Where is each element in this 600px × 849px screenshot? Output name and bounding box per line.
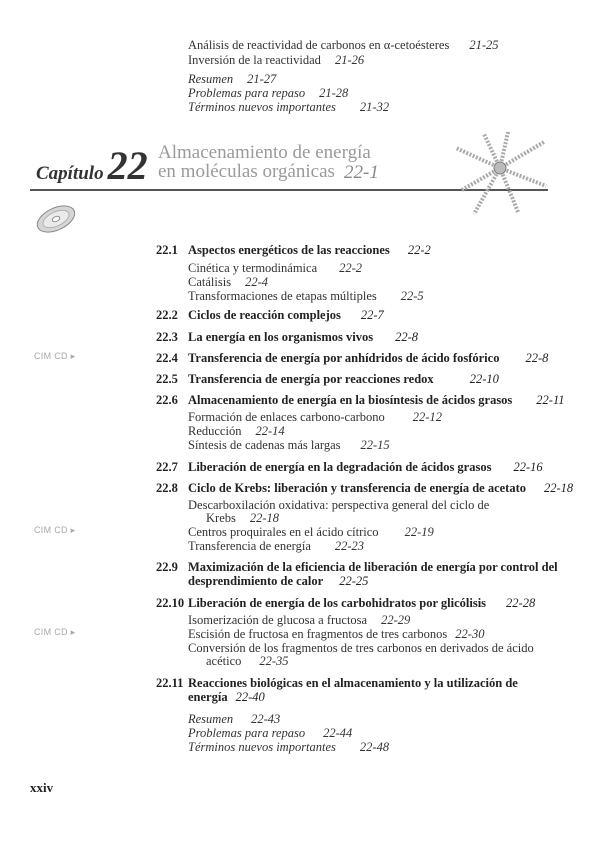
subsection-text: Descarboxilación oxidativa: perspectiva general del ciclo de [188, 498, 490, 512]
entry-text: Resumen [188, 72, 234, 86]
toc-entry [188, 38, 498, 53]
subsection [188, 539, 364, 554]
subsection-text: Catálisis [188, 275, 232, 289]
section-number: 22.4 [156, 351, 178, 365]
section-number: 22.3 [156, 330, 178, 344]
subsection-text: Cinética y termodinámica [188, 261, 318, 275]
section-title [188, 393, 565, 408]
subsection [188, 275, 268, 290]
subsection-page: 22-35 [259, 654, 289, 668]
cim-cd-marker: CIM CD ▸ [34, 627, 76, 637]
section-title [188, 596, 535, 611]
section-page: 22-16 [513, 460, 543, 474]
section-title-text: Ciclo de Krebs: liberación y transferencia de energía de acetato [188, 481, 527, 495]
entry-text: Inversión de la reactividad [188, 53, 321, 67]
subsection [188, 613, 410, 628]
entry-page: 21-25 [469, 38, 499, 52]
subsection [188, 525, 434, 540]
subsection-page: 22-23 [334, 539, 365, 553]
section-title [188, 243, 431, 258]
subsection [188, 438, 390, 453]
section-title [188, 460, 543, 475]
summary-entry [188, 86, 348, 101]
section-title-text: Transferencia de energía por reacciones redox [188, 372, 434, 386]
entry-page: 22-44 [323, 726, 353, 740]
section-number: 22.10 [156, 596, 185, 610]
subsection-page: 22-14 [255, 424, 285, 438]
cim-cd-marker: CIM CD ▸ [34, 351, 76, 361]
entry-page: 22-43 [251, 712, 281, 726]
entry-text: Términos nuevos importantes [188, 100, 336, 114]
chapter-title-line-2: en moléculas orgánicas [158, 161, 335, 182]
subsection [188, 424, 285, 439]
entry-page: 21-26 [334, 53, 365, 67]
subsection-continued [206, 654, 289, 669]
section-number: 22.11 [156, 676, 184, 690]
toc-entry [188, 53, 364, 68]
subsection-text: acético [206, 654, 242, 668]
section-title-continued [188, 574, 368, 589]
subsection-text: Isomerización de glucosa a fructosa [188, 613, 368, 627]
entry-page: 22-48 [359, 740, 390, 754]
subsection-text: Síntesis de cadenas más largas [188, 438, 341, 452]
summary-entry [188, 726, 352, 741]
section-title [188, 351, 548, 366]
subsection-page: 22-19 [404, 525, 434, 539]
subsection-text: Conversión de los fragmentos de tres carbonos en derivados de ácido [188, 641, 534, 655]
subsection-text: Reducción [188, 424, 242, 438]
subsection-continued [206, 511, 279, 526]
subsection-page: 22-30 [455, 627, 485, 641]
summary-entry [188, 740, 389, 755]
section-title-text: La energía en los organismos vivos [188, 330, 374, 344]
section-page: 22-40 [235, 690, 265, 704]
section-title [188, 481, 573, 496]
subsection-text: Escisión de fructosa en fragmentos de tres carbonos [188, 627, 448, 641]
cd-icon [32, 204, 80, 234]
subsection-text: Formación de enlaces carbono-carbono [188, 410, 385, 424]
section-page: 22-8 [525, 351, 549, 365]
section-title-text: desprendimiento de calor [188, 574, 324, 588]
section-title [188, 330, 418, 345]
subsection-page: 22-18 [249, 511, 280, 525]
subsection-text: Centros proquirales en el ácido cítrico [188, 525, 379, 539]
section-title-text: Ciclos de reacción complejos [188, 308, 341, 322]
entry-text: Análisis de reactividad de carbonos en α-cetoésteres [188, 38, 450, 52]
section-page: 22-8 [395, 330, 418, 344]
subsection [188, 627, 484, 642]
section-number: 22.9 [156, 560, 178, 574]
section-page: 22-28 [506, 596, 536, 610]
section-number: 22.1 [156, 243, 178, 257]
section-number: 22.5 [156, 372, 178, 386]
section-page: 22-25 [339, 574, 369, 588]
section-title-continued [188, 690, 265, 705]
page-number: xxiv [30, 780, 54, 795]
summary-entry [188, 712, 280, 727]
summary-entry [188, 72, 276, 87]
cim-cd-marker: CIM CD ▸ [34, 525, 76, 535]
entry-text: Términos nuevos importantes [188, 740, 336, 754]
subsection-text: Krebs [206, 511, 236, 525]
section-title-text: Transferencia de energía por anhídridos de ácido fosfórico [188, 351, 500, 365]
chapter-number: 22 [107, 143, 148, 188]
chapter-page: 22-1 [344, 162, 379, 183]
entry-page: 21-32 [359, 100, 390, 114]
molecule-illustration [448, 128, 552, 220]
section-title-text: Liberación de energía en la degradación de ácidos grasos [188, 460, 492, 474]
subsection-page: 22-15 [360, 438, 390, 452]
section-title-text: Liberación de energía de los carbohidratos por glicólisis [188, 596, 487, 610]
section-title-text: Almacenamiento de energía en la biosíntesis de ácidos grasos [188, 393, 513, 407]
section-title: Maximización de la eficiencia de liberación de energía por control del [188, 560, 558, 574]
section-title [188, 308, 384, 323]
subsection-page: 22-12 [412, 410, 442, 424]
entry-page: 21-27 [247, 72, 277, 86]
section-number: 22.6 [156, 393, 178, 407]
subsection [188, 289, 424, 304]
section-number: 22.2 [156, 308, 178, 322]
subsection-page: 22-5 [400, 289, 424, 303]
subsection-text: Transformaciones de etapas múltiples [188, 289, 377, 303]
summary-entry [188, 100, 389, 115]
subsection-text: Transferencia de energía [188, 539, 311, 553]
subsection [188, 261, 362, 276]
section-title-text: energía [188, 690, 228, 704]
section-title-text: Aspectos energéticos de las reacciones [188, 243, 390, 257]
section-page: 22-2 [407, 243, 431, 257]
subsection-page: 22-29 [381, 613, 411, 627]
entry-text: Problemas para repaso [188, 726, 306, 740]
subsection-page: 22-2 [339, 261, 363, 275]
subsection [188, 410, 442, 425]
chapter-label [36, 142, 148, 189]
subsection-page: 22-4 [245, 275, 268, 289]
entry-text: Resumen [188, 712, 234, 726]
entry-page: 21-28 [319, 86, 349, 100]
section-number: 22.8 [156, 481, 178, 495]
section-page: 22-10 [469, 372, 499, 386]
section-page: 22-18 [544, 481, 574, 495]
section-title: Reacciones biológicas en el almacenamiento y la utilización de [188, 676, 518, 690]
section-title [188, 372, 499, 387]
entry-text: Problemas para repaso [188, 86, 306, 100]
section-page: 22-11 [536, 393, 565, 407]
chapter-word: Capítulo [36, 163, 104, 184]
chapter-title-line-1: Almacenamiento de energía [158, 142, 371, 163]
section-number: 22.7 [156, 460, 178, 474]
section-page: 22-7 [360, 308, 384, 322]
